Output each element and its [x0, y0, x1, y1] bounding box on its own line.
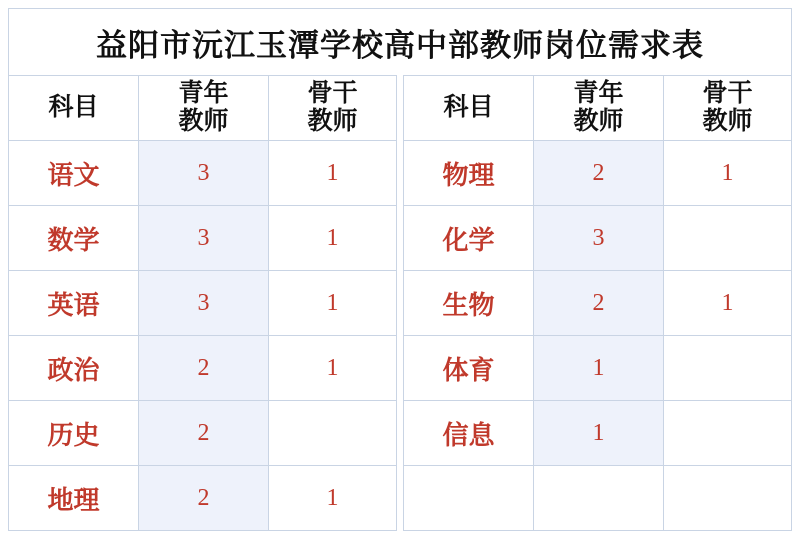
table-row: [9, 141, 397, 206]
header-backbone-line2: 教师: [307, 108, 358, 135]
backbone-count-cell: 1: [269, 206, 397, 271]
table-row: [404, 466, 792, 531]
header-young-line2: 教师: [573, 108, 624, 135]
young-count-cell: 2: [139, 401, 269, 466]
young-count-cell: [534, 466, 664, 531]
right-requirements-table: [403, 75, 792, 531]
header-subject: 科目: [404, 76, 534, 141]
young-count-cell: 3: [139, 141, 269, 206]
backbone-count-cell: 1: [269, 271, 397, 336]
table-row: [9, 206, 397, 271]
subject-cell: 物理: [404, 141, 534, 206]
page-title: 益阳市沅江玉潭学校高中部教师岗位需求表: [96, 27, 704, 63]
subject-cell: 英语: [9, 271, 139, 336]
header-subject: 科目: [9, 76, 139, 141]
header-young-line1: 青年: [178, 80, 229, 107]
table-row: [404, 206, 792, 271]
table-title-row: [8, 8, 792, 75]
header-young-line1: 青年: [573, 80, 624, 107]
table-row: [404, 271, 792, 336]
table-header-row: [404, 76, 792, 141]
backbone-count-cell: 1: [664, 141, 792, 206]
backbone-count-cell: [664, 466, 792, 531]
left-requirements-table: [8, 75, 397, 531]
table-row: [9, 466, 397, 531]
backbone-count-cell: 1: [269, 336, 397, 401]
subject-cell: 历史: [9, 401, 139, 466]
subject-cell: 地理: [9, 466, 139, 531]
table-header-row: [9, 76, 397, 141]
tables-container: [8, 75, 792, 531]
table-row: [9, 401, 397, 466]
backbone-count-cell: [664, 336, 792, 401]
young-count-cell: 2: [139, 466, 269, 531]
young-count-cell: 3: [534, 206, 664, 271]
table-row: [404, 401, 792, 466]
young-count-cell: 1: [534, 336, 664, 401]
subject-cell: 数学: [9, 206, 139, 271]
header-young-line2: 教师: [178, 108, 229, 135]
subject-cell: 化学: [404, 206, 534, 271]
young-count-cell: 3: [139, 271, 269, 336]
backbone-count-cell: [664, 206, 792, 271]
subject-cell: 生物: [404, 271, 534, 336]
backbone-count-cell: 1: [269, 466, 397, 531]
table-row: [9, 336, 397, 401]
young-count-cell: 2: [534, 141, 664, 206]
young-count-cell: 2: [534, 271, 664, 336]
backbone-count-cell: [664, 401, 792, 466]
header-backbone-line1: 骨干: [307, 80, 358, 107]
header-young-teacher: [534, 76, 664, 141]
header-backbone-teacher: [664, 76, 792, 141]
young-count-cell: 3: [139, 206, 269, 271]
backbone-count-cell: [269, 401, 397, 466]
young-count-cell: 2: [139, 336, 269, 401]
header-young-teacher: [139, 76, 269, 141]
subject-cell: 信息: [404, 401, 534, 466]
backbone-count-cell: 1: [269, 141, 397, 206]
header-backbone-line2: 教师: [702, 108, 753, 135]
subject-cell: 语文: [9, 141, 139, 206]
table-row: [404, 336, 792, 401]
table-row: [404, 141, 792, 206]
table-row: [9, 271, 397, 336]
subject-cell: [404, 466, 534, 531]
header-backbone-teacher: [269, 76, 397, 141]
subject-cell: 体育: [404, 336, 534, 401]
backbone-count-cell: 1: [664, 271, 792, 336]
young-count-cell: 1: [534, 401, 664, 466]
header-backbone-line1: 骨干: [702, 80, 753, 107]
subject-cell: 政治: [9, 336, 139, 401]
